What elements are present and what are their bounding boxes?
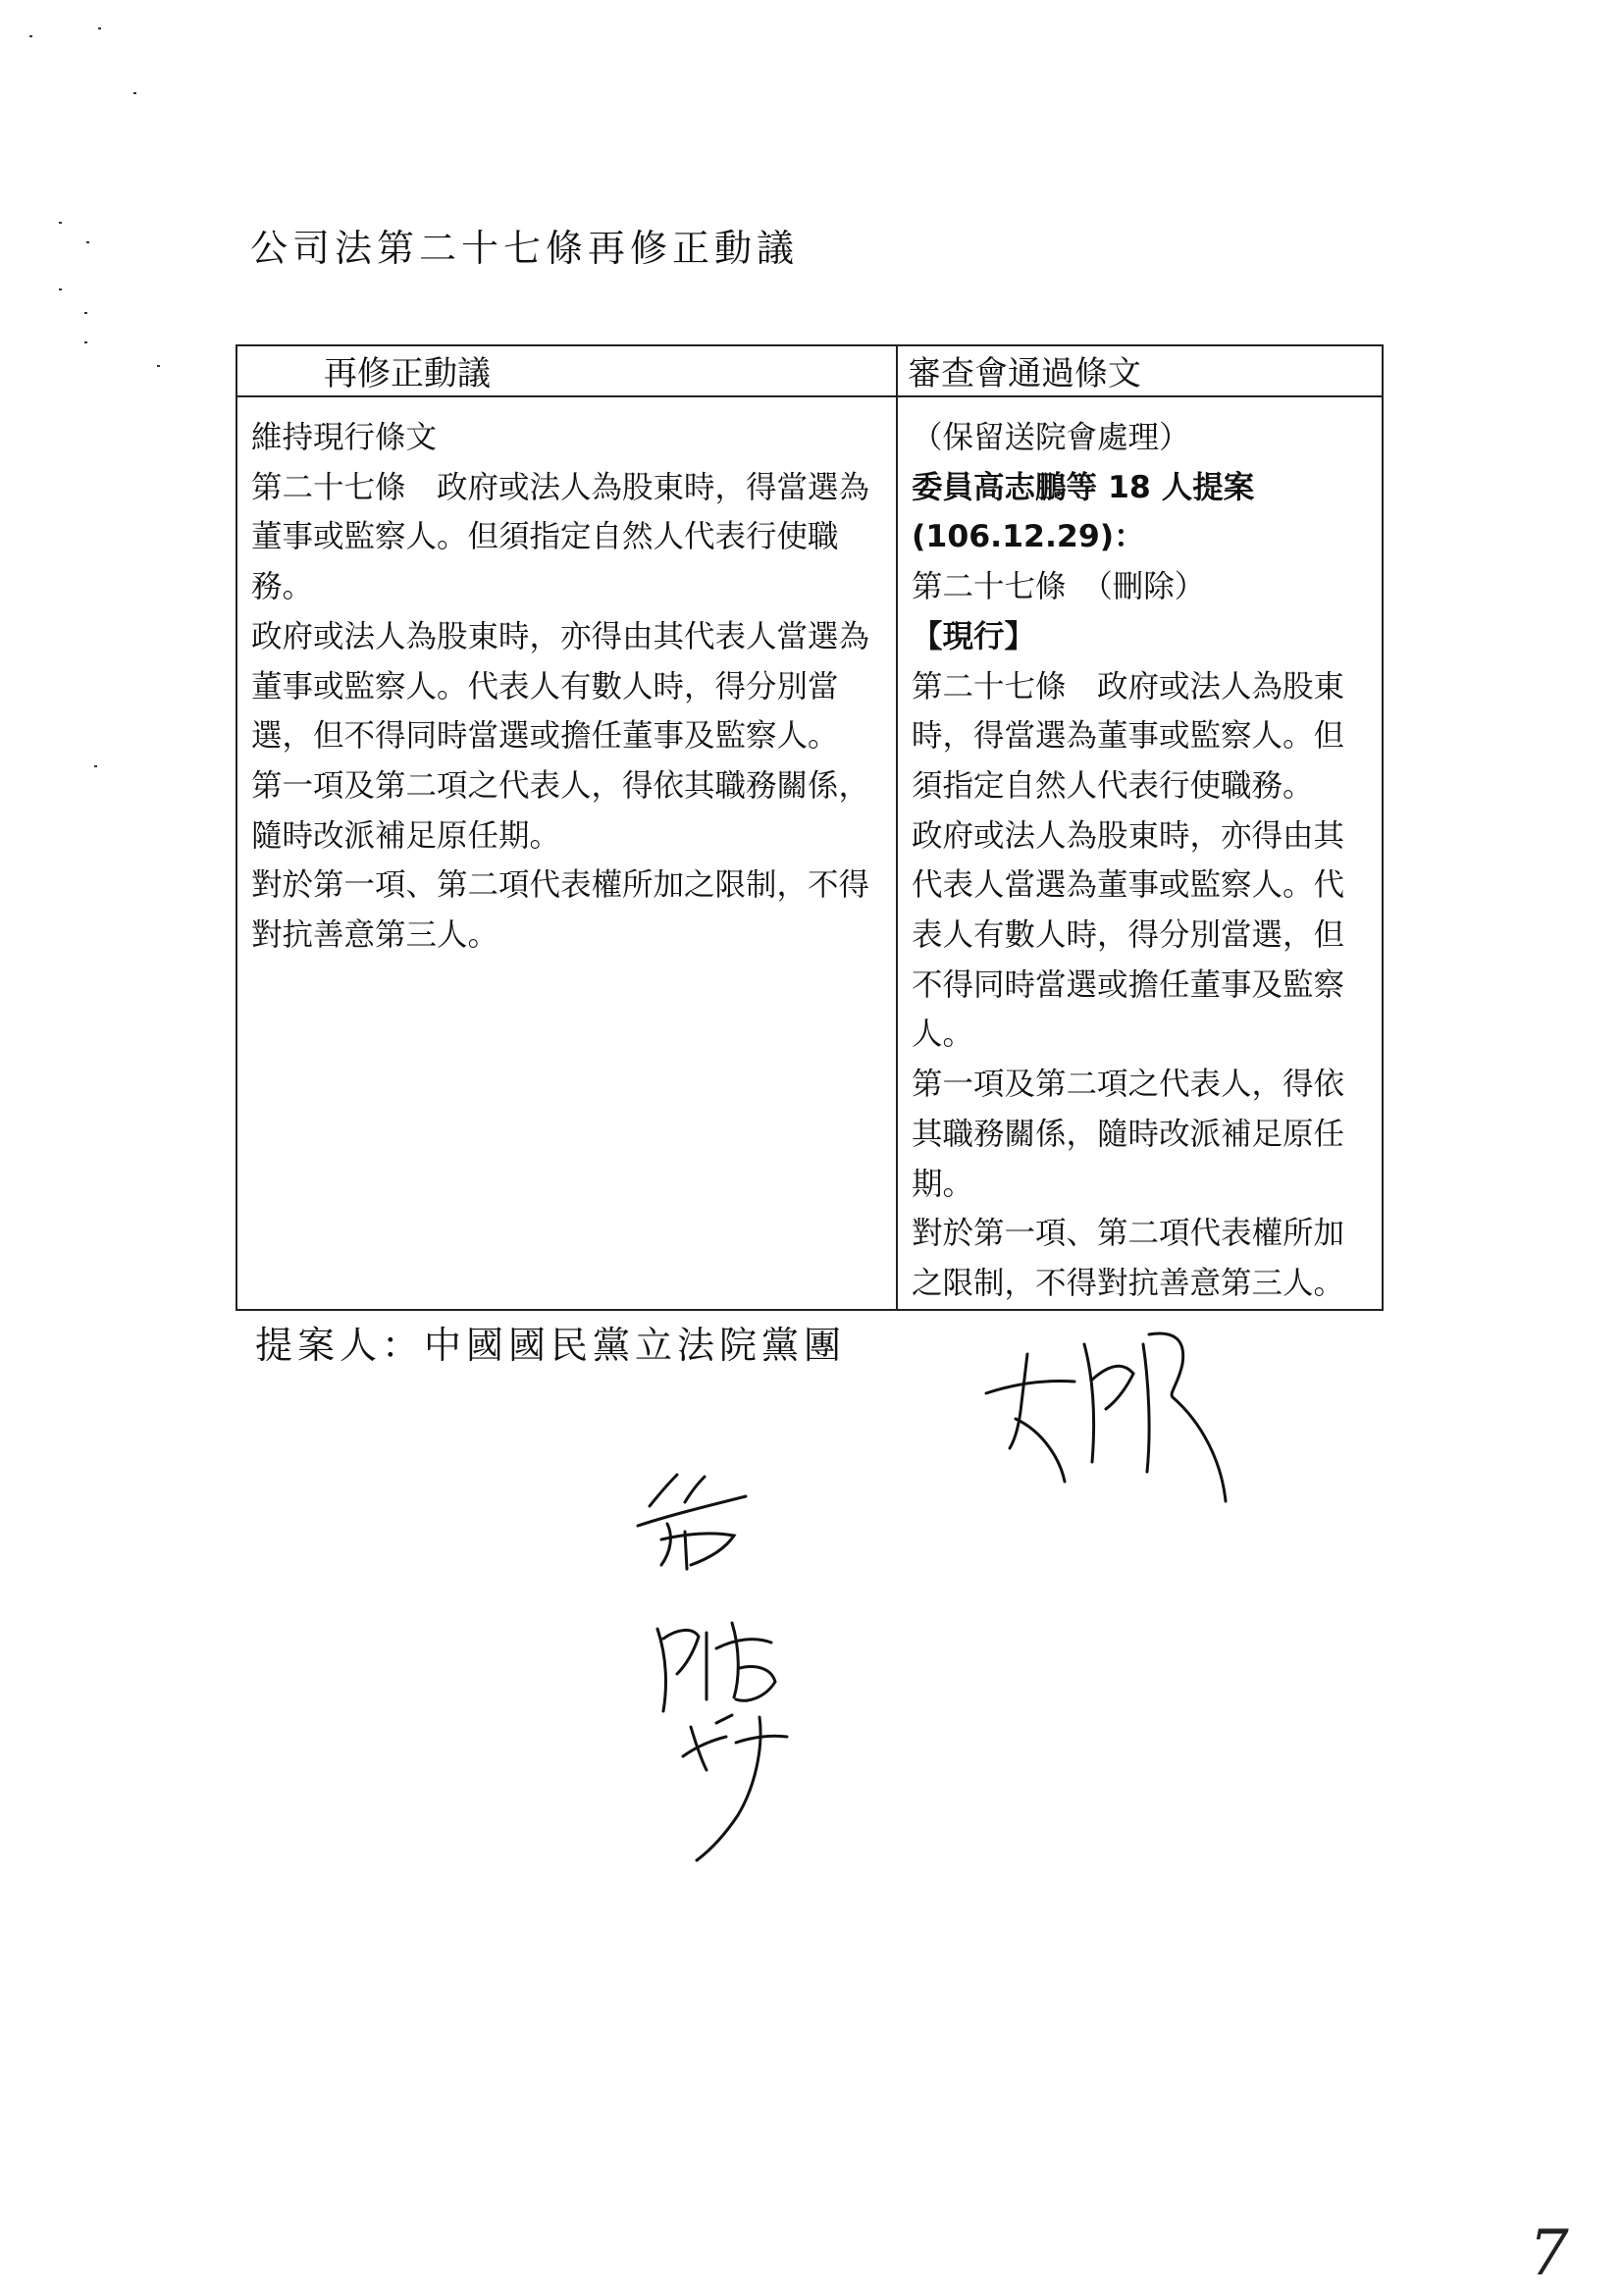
handwritten-signature (976, 1325, 1231, 1511)
header-revised-motion: 再修正動議 (236, 345, 897, 396)
paragraph: 對於第一項、第二項代表權所加之限制，不得對抗善意第三人。 (251, 867, 870, 954)
paragraph: 【現行】 (912, 618, 1036, 654)
scan-speck (86, 241, 89, 243)
scan-speck (84, 312, 87, 314)
paragraph: 政府或法人為股東時，亦得由其代表人當選為董事或監察人。代表人有數人時，得分別當選，但不得同時當選或擔任董事及監察人。 (251, 618, 870, 755)
paragraph: （保留送院會處理） (912, 420, 1190, 455)
paragraph: 政府或法人為股東時，亦得由其代表人當選為董事或監察人。代表人有數人時，得分別當選，但不得同時當選或擔任董事及監察人。 (912, 817, 1345, 1053)
scan-speck (98, 27, 101, 29)
paragraph: 第二十七條 （刪除） (912, 569, 1206, 605)
paragraph: 維持現行條文 (251, 420, 438, 455)
paragraph: 第二十七條 政府或法人為股東時，得當選為董事或監察人。但須指定自然人代表行使職務。 (251, 469, 870, 605)
handwritten-signature (628, 1467, 756, 1575)
table-header-row (236, 345, 1383, 396)
paragraph: 第一項及第二項之代表人，得依其職務關係，隨時改派補足原任期。 (251, 767, 870, 854)
paragraph: 對於第一項、第二項代表權所加之限制，不得對抗善意第三人。 (912, 1216, 1345, 1301)
committee-passed-cell (897, 396, 1383, 1310)
scan-speck (157, 365, 160, 367)
scan-speck (59, 222, 62, 224)
paragraph: 第二十七條 政府或法人為股東時，得當選為董事或監察人。但須指定自然人代表行使職務。 (912, 668, 1345, 804)
scan-speck (59, 288, 62, 290)
comparison-table (236, 344, 1384, 1311)
scan-speck (84, 341, 87, 343)
handwritten-signature (677, 1707, 795, 1864)
scan-speck (29, 35, 32, 37)
paragraph: 委員高志鵬等 18 人提案(106.12.29)： (912, 469, 1255, 555)
scan-speck (94, 765, 97, 767)
scan-speck (133, 92, 136, 94)
handwritten-signature (638, 1609, 814, 1717)
revised-motion-cell (236, 396, 897, 1310)
proposer-line: 提案人：中國國民黨立法院黨團 (255, 1324, 847, 1367)
document-title: 公司法第二十七條再修正動議 (250, 227, 800, 270)
header-committee-passed: 審查會通過條文 (897, 345, 1383, 396)
page-number: 7 (1529, 2218, 1569, 2290)
paragraph: 第一項及第二項之代表人，得依其職務關係，隨時改派補足原任期。 (912, 1067, 1345, 1202)
table-body-row (236, 396, 1383, 1310)
